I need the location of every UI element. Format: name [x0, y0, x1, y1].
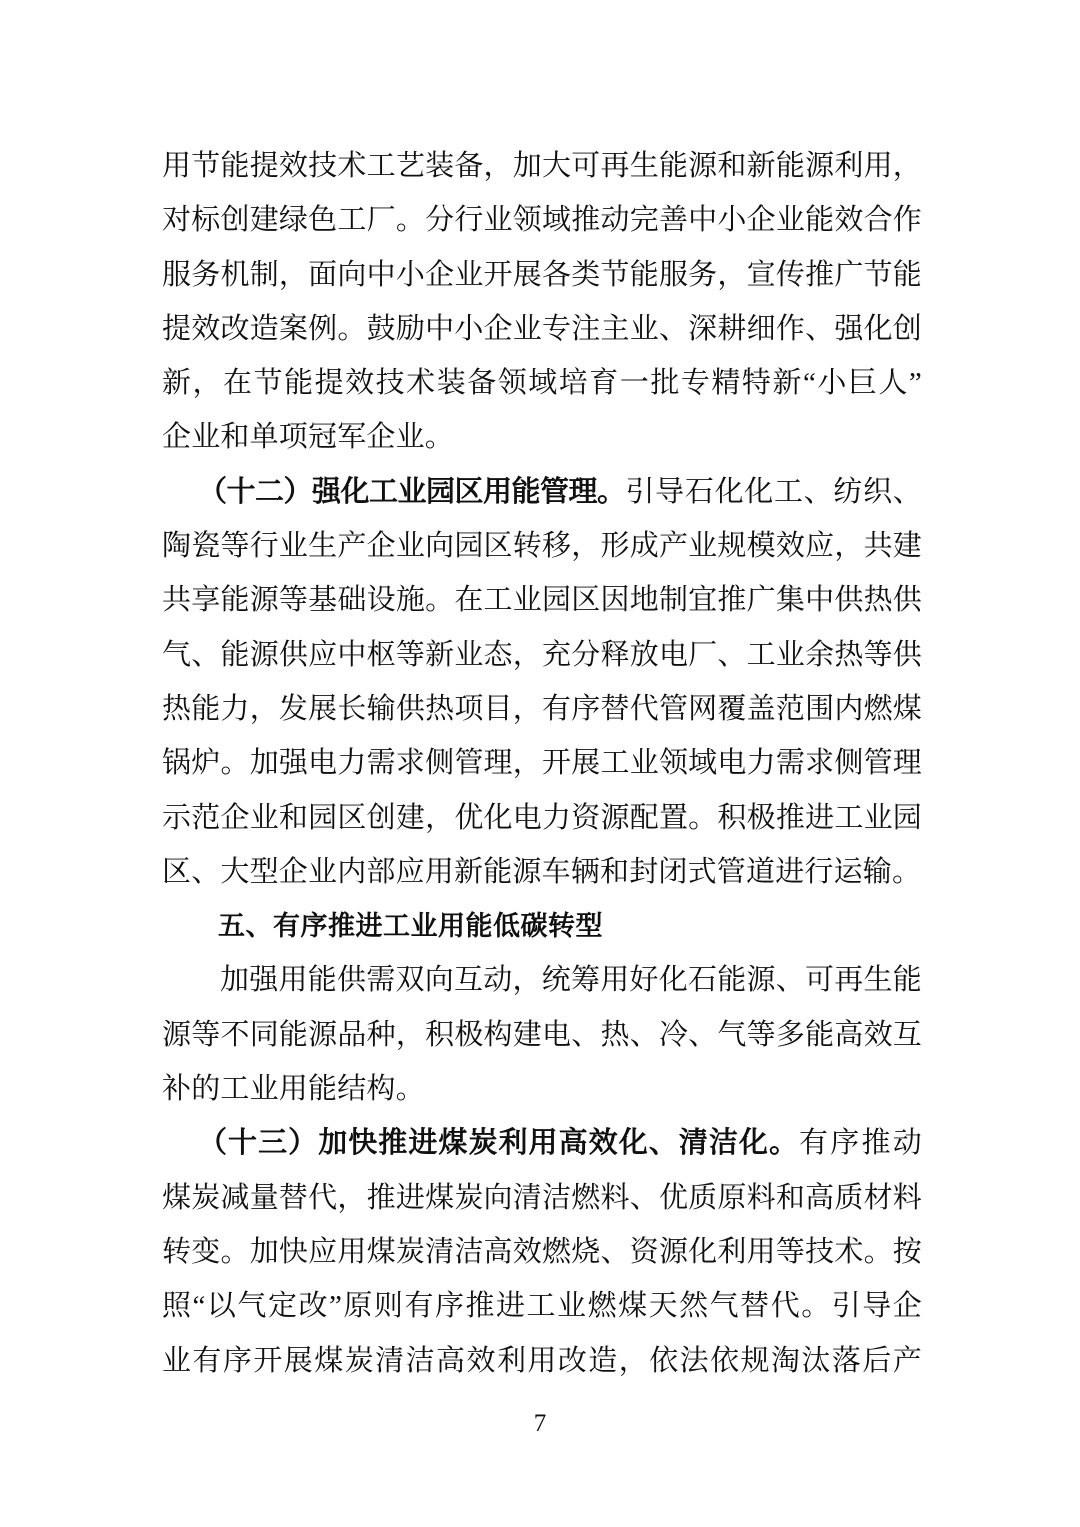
text-line: 对标创建绿色工厂。分行业领域推动完善中小企业能效合作 [162, 204, 922, 237]
text-line: 区、大型企业内部应用新能源车辆和封闭式管道进行运输。 [162, 855, 922, 888]
text-line: 提效改造案例。鼓励中小企业专注主业、深耕细作、强化创 [162, 312, 922, 345]
page-footer [0, 1402, 1080, 1446]
text-line: 服务机制，面向中小企业开展各类节能服务，宣传推广节能 [162, 258, 922, 291]
bold-lead: （十三）加快推进煤炭利用高效化、清洁化。 [198, 1127, 800, 1160]
text-line: 热能力，发展长输供热项目，有序替代管网覆盖范围内燃煤 [162, 692, 922, 725]
paragraph-energy-efficiency-services [162, 139, 922, 465]
text-line: 企业和单项冠军企业。 [162, 421, 455, 454]
text-line: 补的工业用能结构。 [162, 1073, 425, 1106]
text-line: 陶瓷等行业生产企业向园区转移，形成产业规模效应，共建 [162, 530, 922, 563]
text-line: 煤炭减量替代，推进煤炭向清洁燃料、优质原料和高质材料 [162, 1181, 922, 1214]
text-line: 转变。加快应用煤炭清洁高效燃烧、资源化利用等技术。按 [162, 1235, 922, 1268]
heading-line: 五、有序推进工业用能低碳转型 [218, 911, 603, 942]
paragraph-12-industrial-park-energy-management [162, 465, 922, 899]
text-line: 气、能源供应中枢等新业态，充分释放电厂、工业余热等供 [162, 638, 922, 671]
text-line: 业有序开展煤炭清洁高效利用改造，依法依规淘汰落后产 [162, 1344, 922, 1377]
text-block [162, 139, 922, 1388]
paragraph-energy-supply-demand [162, 953, 922, 1116]
text-line: （十三）加快推进煤炭利用高效化、清洁化。有序推动 [198, 1127, 922, 1160]
text-line: 照“以气定改”原则有序推进工业燃煤天然气替代。引导企 [162, 1290, 922, 1323]
section-heading-5-low-carbon-transition [162, 899, 922, 953]
text-line: 共享能源等基础设施。在工业园区因地制宜推广集中供热供 [162, 584, 922, 617]
text-line: 源等不同能源品种，积极构建电、热、冷、气等多能高效互 [162, 1018, 922, 1051]
bold-lead: （十二）强化工业园区用能管理。 [198, 475, 626, 508]
text-line: 示范企业和园区创建，优化电力资源配置。积极推进工业园 [162, 801, 922, 834]
text-line: 用节能提效技术工艺装备，加大可再生能源和新能源利用， [162, 150, 922, 182]
text-line: 加强用能供需双向互动，统筹用好化石能源、可再生能 [220, 964, 922, 997]
text-line: 锅炉。加强电力需求侧管理，开展工业领域电力需求侧管理 [162, 747, 922, 780]
text-line: （十二）强化工业园区用能管理。引导石化化工、纺织、 [198, 475, 922, 508]
page-number: 7 [533, 1410, 547, 1437]
text-line: 新，在节能提效技术装备领域培育一批专精特新“小巨人” [162, 367, 922, 400]
paragraph-13-coal-utilization [162, 1116, 922, 1387]
